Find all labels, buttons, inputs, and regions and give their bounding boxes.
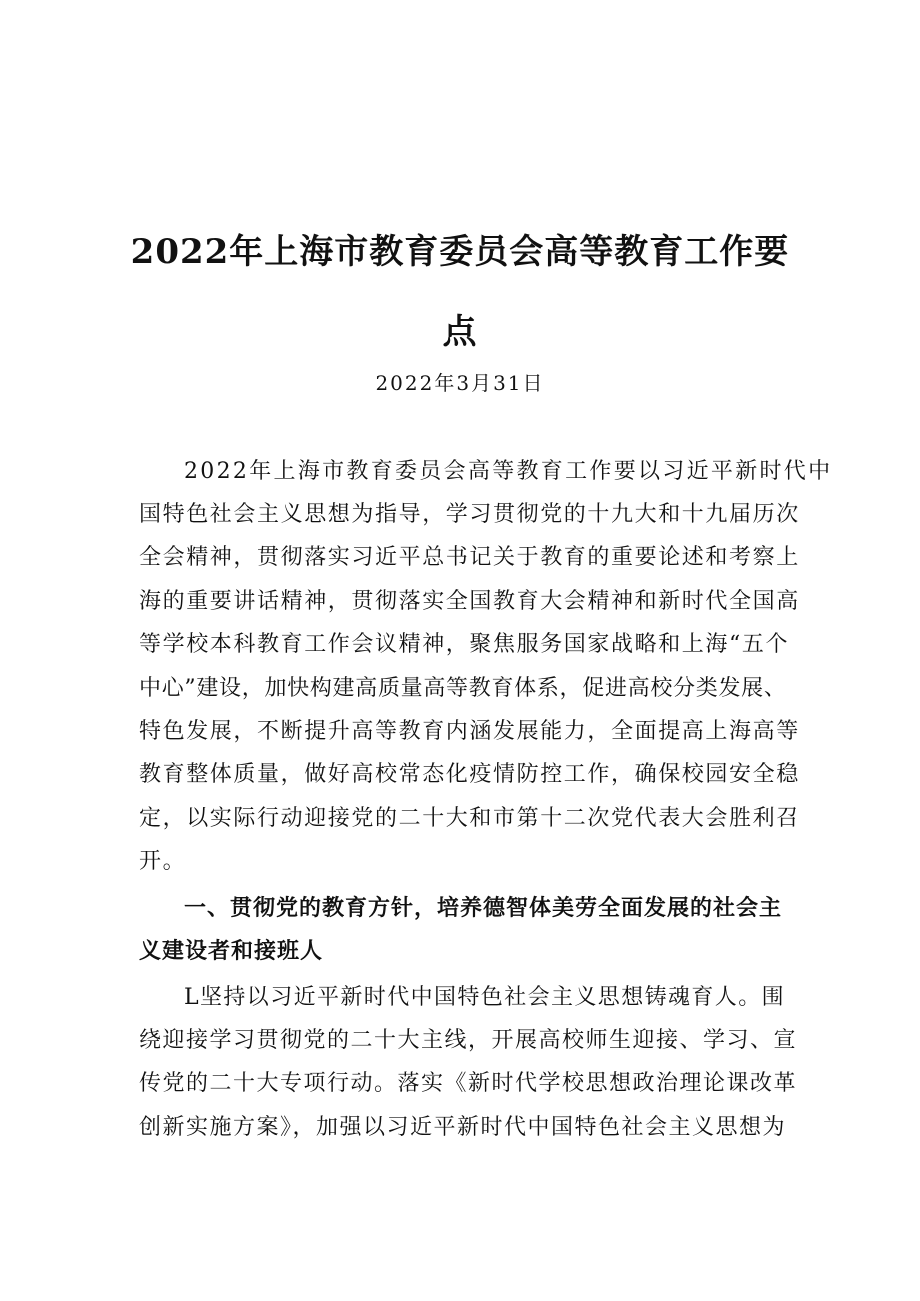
paragraph-2-line: 创新实施方案》，加强以习近平新时代中国特色社会主义思想为 [139, 1115, 787, 1140]
paragraph-1-line: 国特色社会主义思想为指导，学习贯彻党的十九大和十九届历次 [139, 502, 800, 527]
paragraph-2-line: 传党的二十大专项行动。落实《新时代学校思想政治理论课改革 [139, 1071, 798, 1096]
paragraph-1-line: 中心”建设，加快构建高质量高等教育体系，促进高校分类发展、 [139, 676, 787, 701]
document-title-line-1: 2022年上海市教育委员会高等教育工作要 [130, 232, 790, 272]
paragraph-1-line: 定，以实际行动迎接党的二十大和市第十二次党代表大会胜利召 [139, 806, 800, 831]
paragraph-2-line: 绕迎接学习贯彻党的二十大主线，开展高校师生迎接、学习、宣 [139, 1028, 798, 1053]
paragraph-1-line: 全会精神，贯彻落实习近平总书记关于教育的重要论述和考察上 [139, 545, 800, 570]
document-date: 2022年3月31日 [375, 371, 545, 395]
document-title-line-2: 点 [442, 312, 478, 352]
paragraph-1-line: 开。 [139, 849, 187, 874]
section-heading-line: 义建设者和接班人 [139, 939, 324, 964]
section-heading-line: 一、贯彻党的教育方针，培养德智体美劳全面发展的社会主 [184, 896, 783, 921]
paragraph-1-line: 特色发展，不断提升高等教育内涵发展能力，全面提高上海高等 [139, 719, 800, 744]
paragraph-1-line: 2022年上海市教育委员会高等教育工作要以习近平新时代中 [184, 459, 833, 484]
paragraph-1-line: 等学校本科教育工作会议精神，聚焦服务国家战略和上海“五个 [139, 632, 790, 657]
paragraph-2-line: L坚持以习近平新时代中国特色社会主义思想铸魂育人。围 [184, 985, 786, 1010]
paragraph-1-line: 教育整体质量，做好高校常态化疫情防控工作，确保校园安全稳 [139, 762, 800, 787]
paragraph-1-line: 海的重要讲话精神，贯彻落实全国教育大会精神和新时代全国高 [139, 589, 800, 614]
